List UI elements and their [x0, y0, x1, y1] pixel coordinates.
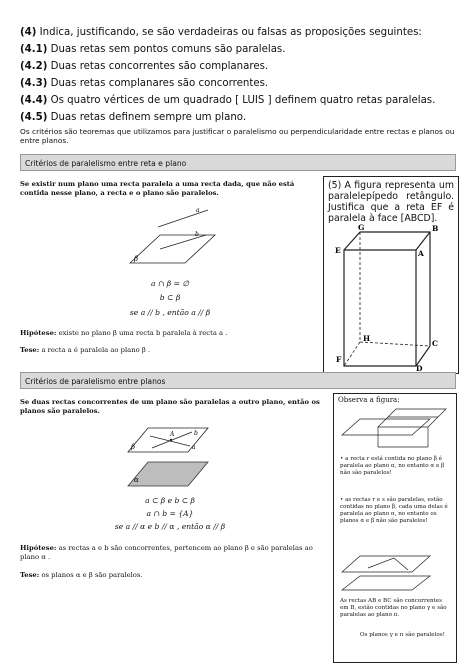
question-text: Indica, justificando, se são verdadeiras ou falsas as proposições seguintes:	[39, 27, 422, 38]
question-text: Os quatro vértices de um quadrado [ LUIS ] definem quatro retas paralelas.	[50, 95, 436, 106]
question-text: Duas retas sem pontos comuns são paralelas.	[50, 44, 286, 55]
question-number: (4)	[20, 27, 37, 38]
thesis-label: Tese:	[20, 571, 40, 579]
thesis-text: os planos α e β são paralelos.	[41, 571, 143, 579]
edge-eg	[344, 232, 360, 250]
line-plane-figure	[110, 205, 230, 270]
observa-title: Observa a figura:	[338, 396, 400, 404]
question-text: Duas retas definem sempre um plano.	[50, 112, 247, 123]
hypothesis-text: as rectas a e b são concorrentes, pertencem ao plano β e são paralelas ao plano α .	[20, 544, 313, 561]
label-b: b	[195, 231, 199, 238]
question-4	[20, 26, 422, 39]
vertex-F: F	[336, 355, 342, 364]
math-line-6: se a // α e b // α , então α // β	[114, 522, 226, 531]
thesis-text: a recta a é paralela ao plano β .	[41, 346, 151, 354]
section-header-line-plane: Critérios de paralelismo entre reta e plano	[20, 154, 456, 171]
face-front	[344, 250, 416, 366]
thesis-label: Tese:	[20, 346, 40, 354]
question-body: A figura representa um paralelepípedo retângulo. Justifica que a reta EF é paralela à face [ABCD].	[328, 180, 455, 224]
observa-bullet-1: • a recta r está contida no plano β é paralela ao plano α, no entanto α e β não são paralelos!	[340, 456, 445, 476]
theorem-statement-2: Se duas rectas concorrentes de um plano são paralelas a outro plano, então os planos são paralelos.	[20, 398, 320, 415]
hypothesis-text: existe no plano β uma recta b paralela à recta a .	[58, 329, 228, 337]
point-A	[170, 439, 172, 441]
question-4-1	[20, 43, 285, 56]
vertex-H: H	[363, 334, 371, 343]
vertex-G: G	[358, 223, 365, 232]
label-beta: β	[134, 255, 139, 263]
hypothesis-label: Hipótese:	[20, 544, 57, 552]
hidden-edge-hc	[360, 342, 430, 346]
question-text: Duas retas concorrentes são complanares.	[50, 61, 269, 72]
label-a: a	[192, 444, 196, 451]
vertex-A: A	[418, 249, 424, 258]
line-bc	[394, 558, 408, 570]
question-number: (4.3)	[20, 78, 48, 89]
observa-bullet-2: • as rectas r e s são paralelas, estão contidas no plano β, cada uma delas é paralela ao plano α, no entanto os planos α e β não são paralelos!	[340, 497, 448, 524]
question-number: (5)	[328, 180, 342, 191]
line-b	[160, 235, 206, 249]
observa-caption: As rectas AB e BC são concorrentes em B, estão contidas no plano γ e são paralelas ao plano π.	[340, 598, 447, 618]
section-header-plane-plane: Critérios de paralelismo entre planos	[20, 372, 456, 389]
observa-figure-1	[338, 405, 450, 451]
question-4-4	[20, 94, 435, 107]
thesis	[20, 346, 320, 355]
bullet-text: as rectas r e s são paralelas, estão contidas no plano β, cada uma delas é paralela ao plano α, no entanto os planos α e β não são paralelos!	[340, 497, 448, 524]
observa-figure-2	[338, 548, 450, 594]
question-5-text	[328, 180, 454, 224]
label-alpha: α	[134, 476, 139, 484]
label-A: A	[170, 431, 175, 438]
plane-plane-figure	[118, 422, 218, 490]
thesis-2	[20, 571, 320, 580]
vertex-B: B	[432, 224, 439, 233]
vertex-C: C	[432, 339, 438, 348]
plane-gamma-shape	[342, 556, 430, 572]
plane-pi-shape	[342, 576, 430, 590]
line-a	[158, 210, 208, 227]
question-4-5	[20, 111, 246, 124]
math-line-4: a ⊂ β e b ⊂ β	[145, 496, 195, 505]
vertex-D: D	[416, 364, 423, 372]
hypothesis-label: Hipótese:	[20, 329, 57, 337]
label-beta: β	[131, 443, 136, 451]
plane-beta-shape	[130, 235, 215, 263]
plane-alpha-shape	[128, 462, 208, 486]
math-line-1: a ∩ β = ∅	[151, 279, 189, 288]
bullet-text: a recta r está contida no plano β é paralela ao plano α, no entanto α e β não são paralelos!	[340, 456, 445, 476]
question-4-2	[20, 60, 268, 73]
parallelepiped-figure	[330, 222, 454, 372]
hidden-edge-hf	[344, 342, 360, 366]
hypothesis-2	[20, 544, 320, 562]
edge-ab	[416, 232, 430, 250]
question-number: (4.4)	[20, 95, 48, 106]
question-4-3	[20, 77, 268, 90]
vertex-E: E	[335, 246, 341, 255]
theorem-statement: Se existir num plano uma recta paralela a uma recta dada, que não está contida nesse plano, a recta e o plano são paralelos.	[20, 180, 295, 197]
math-line-3: se a // b , então a // β	[129, 308, 211, 317]
question-text: Duas retas complanares são concorrentes.	[50, 78, 269, 89]
math-line-5: a ∩ b = {A}	[146, 509, 194, 518]
observa-caption-2: Os planos γ e π são paralelos!	[360, 632, 445, 638]
question-number: (4.5)	[20, 112, 48, 123]
question-number: (4.1)	[20, 44, 48, 55]
question-number: (4.2)	[20, 61, 48, 72]
line-ab	[368, 558, 394, 568]
edge-dc	[416, 346, 430, 366]
math-line-2: b ⊂ β	[159, 293, 181, 302]
hypothesis	[20, 329, 320, 338]
intro-text: Os critérios são teoremas que utilizamos para justificar o paralelismo ou perpendicularidade entre rectas e planos ou entre planos.	[20, 127, 455, 145]
plane-beta-shape	[378, 409, 446, 427]
label-b: b	[194, 430, 198, 437]
label-a: a	[196, 207, 200, 214]
